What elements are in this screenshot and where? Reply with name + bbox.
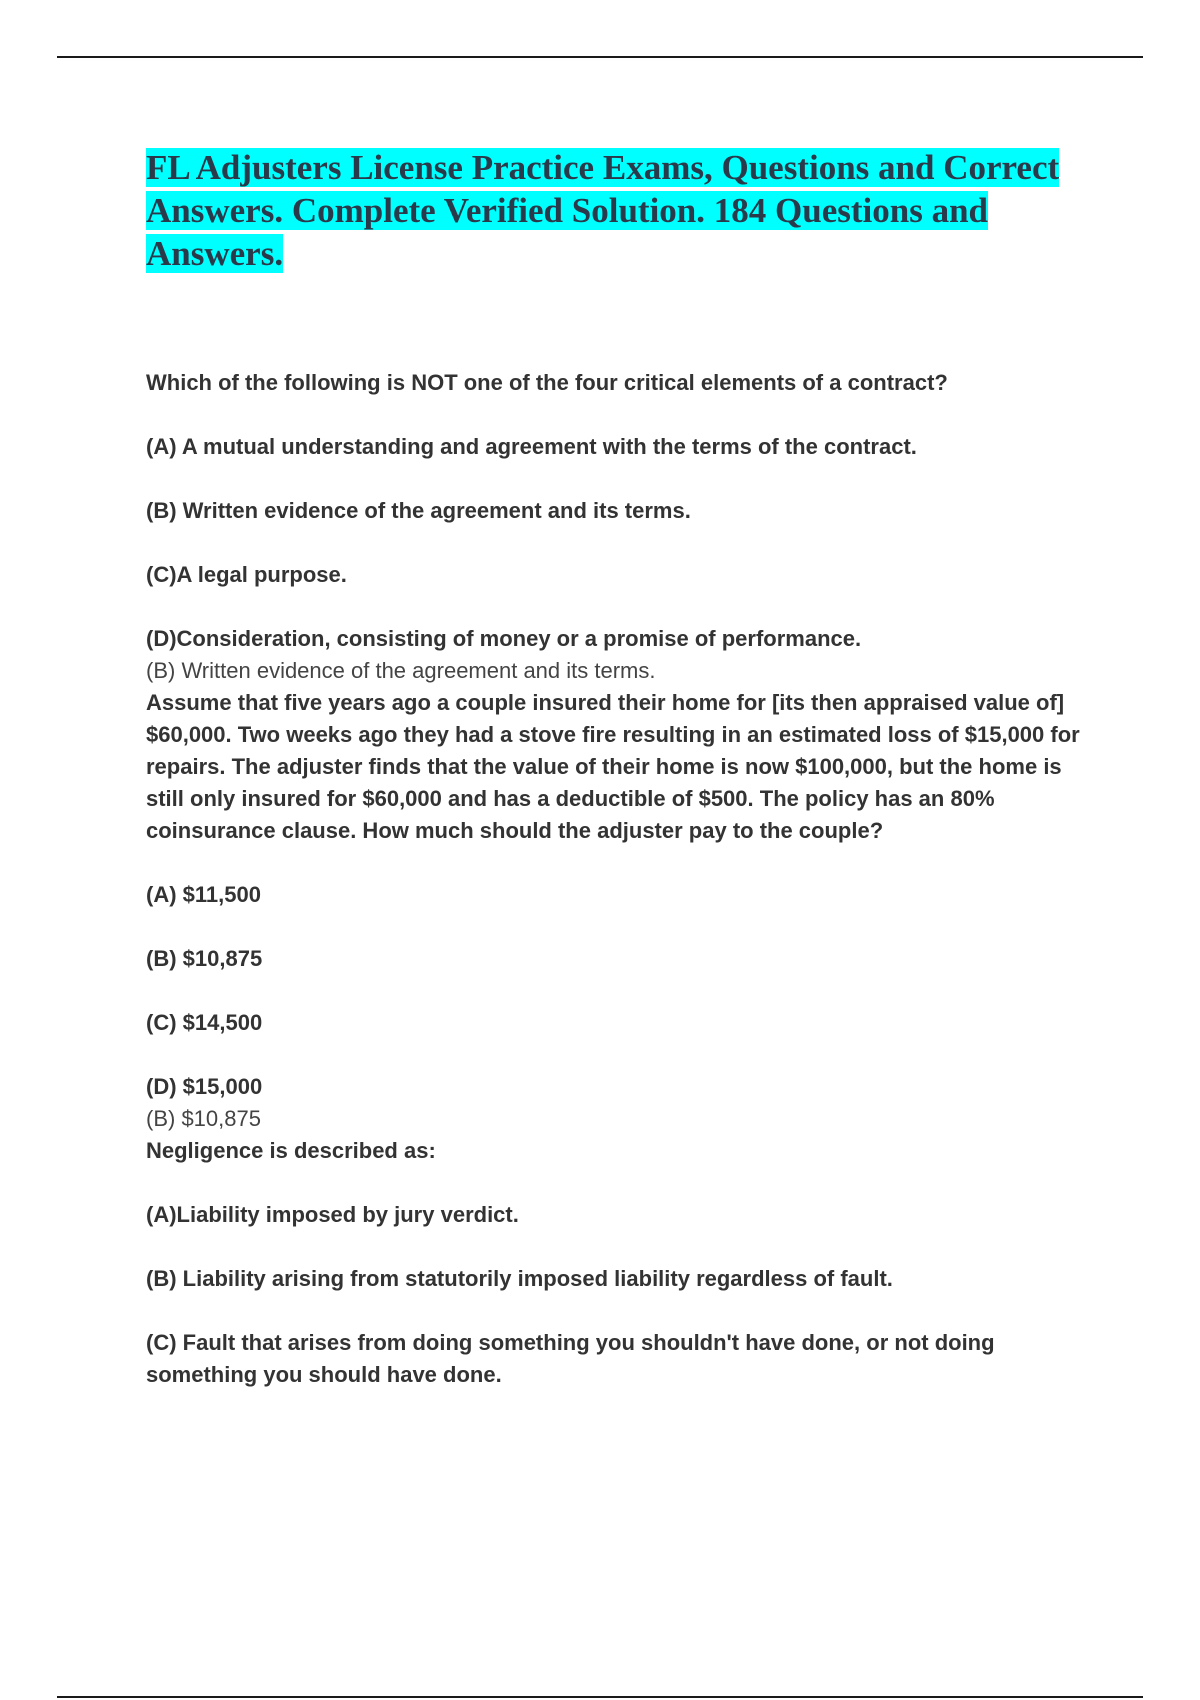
- question-text: Negligence is described as:: [146, 1138, 436, 1163]
- option-a: (A) A mutual understanding and agreement with the terms of the contract.: [146, 434, 917, 459]
- title-highlight: FL Adjusters License Practice Exams, Questions and Correct Answers. Complete Verified Solution. 184 Questions and Answers.: [146, 148, 1060, 273]
- question-3: [146, 1135, 1086, 1391]
- answer-text: (B) $10,875: [146, 1106, 261, 1131]
- option-c: (C) $14,500: [146, 1010, 263, 1035]
- option-a: (A)Liability imposed by jury verdict.: [146, 1202, 519, 1227]
- bottom-rule: [57, 1696, 1143, 1698]
- top-rule: [57, 56, 1143, 58]
- option-d: (D)Consideration, consisting of money or a promise of performance.: [146, 626, 862, 651]
- option-b: (B) Liability arising from statutorily imposed liability regardless of fault.: [146, 1266, 893, 1291]
- option-c: (C) Fault that arises from doing something you shouldn't have done, or not doing something you should have done.: [146, 1330, 995, 1387]
- question-text: Which of the following is NOT one of the four critical elements of a contract?: [146, 370, 948, 395]
- document-body: [146, 146, 1086, 1391]
- question-2: [146, 687, 1086, 1135]
- option-c: (C)A legal purpose.: [146, 562, 347, 587]
- document-title: [146, 146, 1086, 275]
- option-b: (B) $10,875: [146, 946, 263, 971]
- question-text: Assume that five years ago a couple insured their home for [its then appraised value of] $60,000. Two weeks ago they had a stove fire resulting in an estimated loss of $15,000 for repairs. The adjuster finds that the value of their home is now $100,000, but the home is still only insured for $60,000 and has a deductible of $500. The policy has an 80% coinsurance clause. How much should the adjuster pay to the couple?: [146, 690, 1080, 843]
- option-a: (A) $11,500: [146, 882, 261, 907]
- option-b: (B) Written evidence of the agreement and its terms.: [146, 498, 691, 523]
- answer-text: (B) Written evidence of the agreement and its terms.: [146, 658, 656, 683]
- option-d: (D) $15,000: [146, 1074, 263, 1099]
- question-1: [146, 367, 1086, 687]
